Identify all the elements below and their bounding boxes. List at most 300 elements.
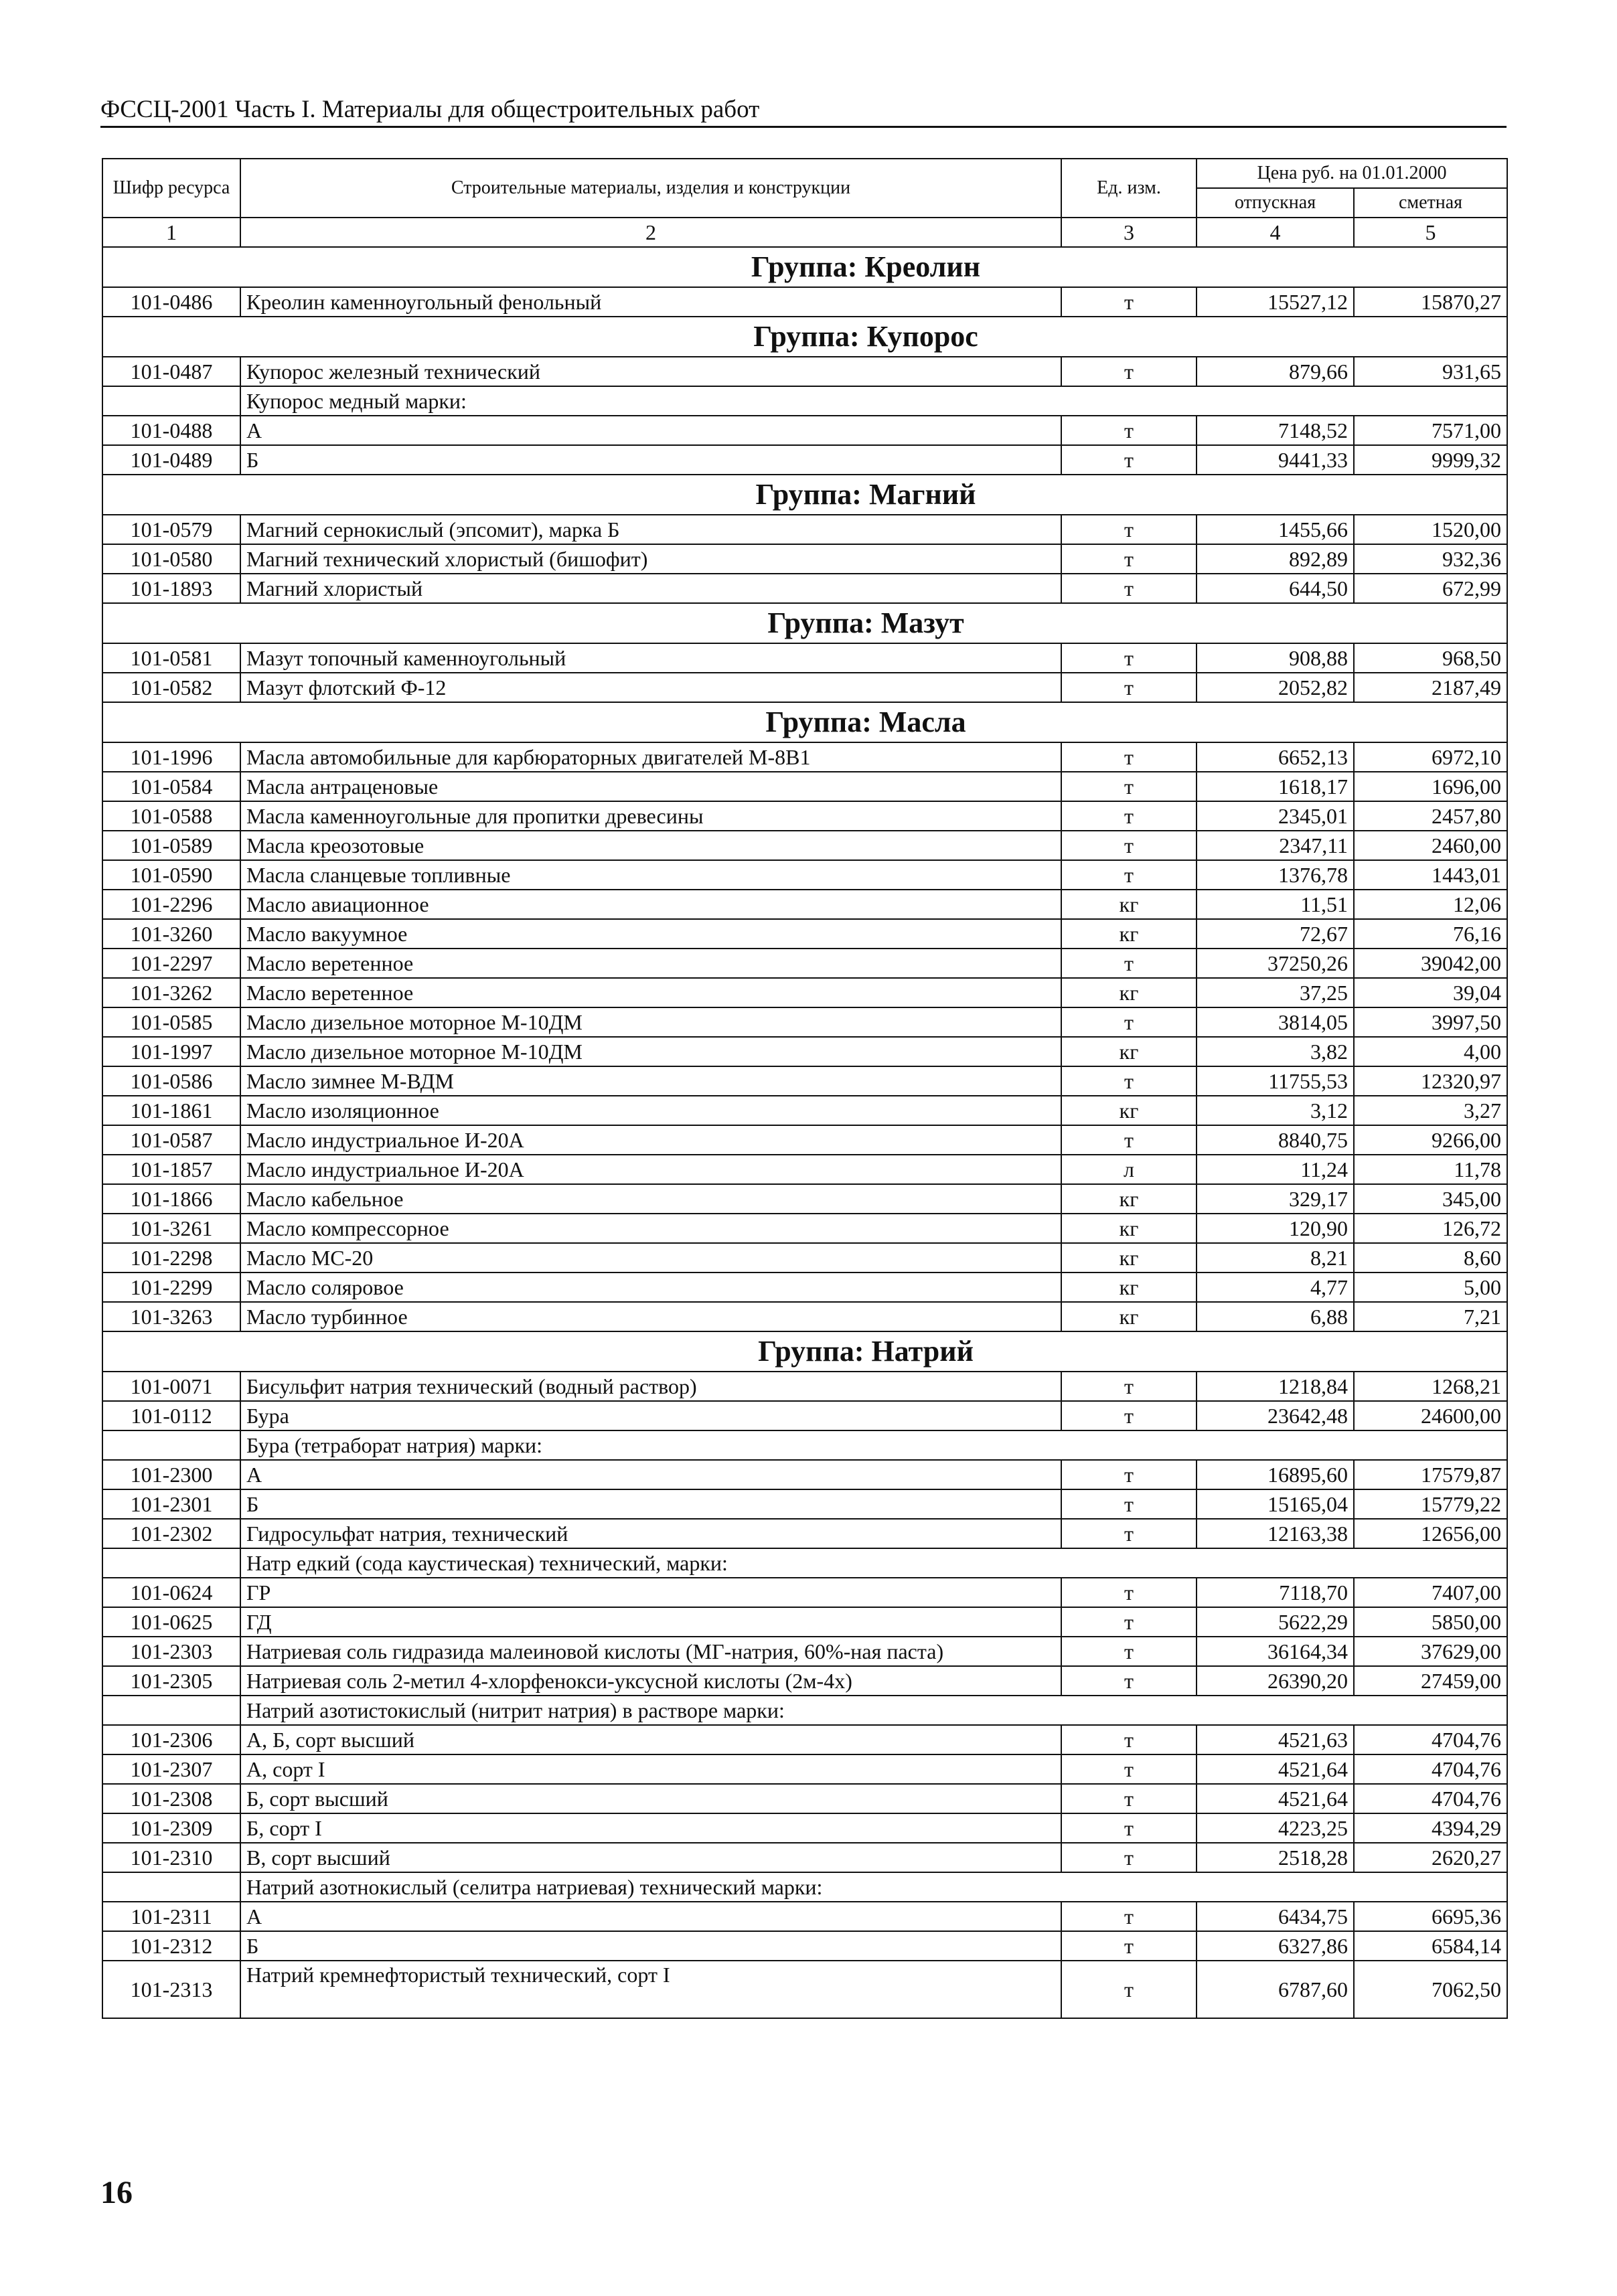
row-price-estimate: 6584,14 xyxy=(1354,1931,1507,1961)
table-row xyxy=(102,860,1507,890)
row-name: Масла сланцевые топливные xyxy=(240,860,1061,890)
table-row xyxy=(102,1578,1507,1607)
page-number: 16 xyxy=(100,2175,133,2210)
table-row xyxy=(102,1372,1507,1401)
row-price-release: 37250,26 xyxy=(1197,949,1354,978)
table-row xyxy=(102,1725,1507,1754)
row-unit: т xyxy=(1061,287,1197,317)
table-row xyxy=(102,1273,1507,1302)
row-price-release: 26390,20 xyxy=(1197,1666,1354,1696)
row-subheading: Натр едкий (сода каустическая) технический, марки: xyxy=(240,1548,1507,1578)
row-unit: т xyxy=(1061,1607,1197,1637)
column-number: 5 xyxy=(1354,218,1507,247)
row-price-estimate: 2620,27 xyxy=(1354,1843,1507,1872)
row-name: Масла автомобильные для карбюраторных двигателей М-8В1 xyxy=(240,742,1061,772)
row-name: Масло соляровое xyxy=(240,1273,1061,1302)
row-code: 101-2309 xyxy=(102,1813,240,1843)
row-unit: кг xyxy=(1061,1273,1197,1302)
row-code: 101-2300 xyxy=(102,1460,240,1489)
row-price-estimate: 76,16 xyxy=(1354,919,1507,949)
row-name: Натрий кремнефтористый технический, сорт I xyxy=(240,1961,1061,2018)
row-code: 101-0071 xyxy=(102,1372,240,1401)
row-price-estimate: 39042,00 xyxy=(1354,949,1507,978)
row-price-release: 1455,66 xyxy=(1197,515,1354,544)
row-name: Масло зимнее М-ВДМ xyxy=(240,1066,1061,1096)
table-row xyxy=(102,978,1507,1007)
row-price-release: 15165,04 xyxy=(1197,1489,1354,1519)
row-name: Масло вакуумное xyxy=(240,919,1061,949)
table-row xyxy=(102,544,1507,574)
table-row xyxy=(102,1214,1507,1243)
table-row xyxy=(102,1155,1507,1184)
group-heading-row xyxy=(102,317,1507,357)
table-row xyxy=(102,357,1507,386)
row-price-estimate: 8,60 xyxy=(1354,1243,1507,1273)
row-code: 101-0579 xyxy=(102,515,240,544)
table-row xyxy=(102,1302,1507,1331)
row-unit: т xyxy=(1061,1754,1197,1784)
column-number: 2 xyxy=(240,218,1061,247)
row-name: Б xyxy=(240,1489,1061,1519)
row-unit: т xyxy=(1061,357,1197,386)
row-price-release: 4,77 xyxy=(1197,1273,1354,1302)
row-code: 101-2297 xyxy=(102,949,240,978)
column-header-price-estimate: сметная xyxy=(1354,188,1507,218)
row-code: 101-0589 xyxy=(102,831,240,860)
row-price-release: 5622,29 xyxy=(1197,1607,1354,1637)
row-price-estimate: 5850,00 xyxy=(1354,1607,1507,1637)
row-price-release: 2345,01 xyxy=(1197,801,1354,831)
row-name: Бисульфит натрия технический (водный раствор) xyxy=(240,1372,1061,1401)
row-unit: т xyxy=(1061,1902,1197,1931)
group-heading: Группа: Натрий xyxy=(102,1331,1507,1372)
row-code: 101-2296 xyxy=(102,890,240,919)
row-name: Натриевая соль гидразида малеиновой кислоты (МГ-натрия, 60%-ная паста) xyxy=(240,1637,1061,1666)
row-price-estimate: 9266,00 xyxy=(1354,1125,1507,1155)
row-unit: т xyxy=(1061,1489,1197,1519)
table-row xyxy=(102,1519,1507,1548)
row-price-release: 4223,25 xyxy=(1197,1813,1354,1843)
row-price-estimate: 27459,00 xyxy=(1354,1666,1507,1696)
row-price-estimate: 7062,50 xyxy=(1354,1961,1507,2018)
column-number: 3 xyxy=(1061,218,1197,247)
row-price-estimate: 15870,27 xyxy=(1354,287,1507,317)
row-price-release: 6434,75 xyxy=(1197,1902,1354,1931)
page-header-title: ФССЦ-2001 Часть I. Материалы для общестроительных работ xyxy=(100,95,1507,128)
row-price-estimate: 39,04 xyxy=(1354,978,1507,1007)
row-price-estimate: 7,21 xyxy=(1354,1302,1507,1331)
row-unit: т xyxy=(1061,445,1197,475)
column-number: 4 xyxy=(1197,218,1354,247)
row-code: 101-0625 xyxy=(102,1607,240,1637)
row-price-release: 4521,63 xyxy=(1197,1725,1354,1754)
row-unit: т xyxy=(1061,574,1197,603)
row-price-release: 12163,38 xyxy=(1197,1519,1354,1548)
row-price-estimate: 15779,22 xyxy=(1354,1489,1507,1519)
row-price-estimate: 2460,00 xyxy=(1354,831,1507,860)
table-row xyxy=(102,831,1507,860)
table-row xyxy=(102,1961,1507,2018)
row-name: Масло дизельное моторное М-10ДМ xyxy=(240,1007,1061,1037)
row-unit: т xyxy=(1061,1666,1197,1696)
row-code: 101-0587 xyxy=(102,1125,240,1155)
table-row xyxy=(102,1037,1507,1066)
row-name: Купорос железный технический xyxy=(240,357,1061,386)
row-code: 101-0580 xyxy=(102,544,240,574)
group-heading-row xyxy=(102,702,1507,742)
row-name: А, сорт I xyxy=(240,1754,1061,1784)
row-code: 101-2313 xyxy=(102,1961,240,2018)
column-number: 1 xyxy=(102,218,240,247)
row-price-estimate: 1443,01 xyxy=(1354,860,1507,890)
row-unit: т xyxy=(1061,1125,1197,1155)
row-name: Мазут флотский Ф-12 xyxy=(240,673,1061,702)
row-code: 101-0486 xyxy=(102,287,240,317)
row-name: Бура xyxy=(240,1401,1061,1430)
row-price-estimate: 11,78 xyxy=(1354,1155,1507,1184)
table-row xyxy=(102,1401,1507,1430)
row-price-release: 3,82 xyxy=(1197,1037,1354,1066)
row-name: Масло турбинное xyxy=(240,1302,1061,1331)
table-row xyxy=(102,445,1507,475)
row-unit: т xyxy=(1061,949,1197,978)
row-code: 101-2308 xyxy=(102,1784,240,1813)
row-code: 101-0487 xyxy=(102,357,240,386)
row-code: 101-0584 xyxy=(102,772,240,801)
row-unit: т xyxy=(1061,1725,1197,1754)
row-price-release: 1218,84 xyxy=(1197,1372,1354,1401)
row-name: А xyxy=(240,1460,1061,1489)
row-price-release: 4521,64 xyxy=(1197,1754,1354,1784)
row-subheading: Бура (тетраборат натрия) марки: xyxy=(240,1430,1507,1460)
subheading-row xyxy=(102,1548,1507,1578)
row-price-release: 9441,33 xyxy=(1197,445,1354,475)
row-unit: т xyxy=(1061,860,1197,890)
row-name: Магний технический хлористый (бишофит) xyxy=(240,544,1061,574)
row-name: Натриевая соль 2-метил 4-хлорфенокси-уксусной кислоты (2м-4х) xyxy=(240,1666,1061,1696)
row-code: 101-0112 xyxy=(102,1401,240,1430)
row-code: 101-2303 xyxy=(102,1637,240,1666)
group-heading: Группа: Магний xyxy=(102,475,1507,515)
table-row xyxy=(102,416,1507,445)
row-code: 101-1997 xyxy=(102,1037,240,1066)
row-price-estimate: 968,50 xyxy=(1354,643,1507,673)
row-code: 101-2298 xyxy=(102,1243,240,1273)
subheading-row xyxy=(102,386,1507,416)
row-unit: т xyxy=(1061,1784,1197,1813)
table-row xyxy=(102,772,1507,801)
row-name: Гидросульфат натрия, технический xyxy=(240,1519,1061,1548)
row-name: ГР xyxy=(240,1578,1061,1607)
row-name: Масло индустриальное И-20А xyxy=(240,1155,1061,1184)
row-price-estimate: 1520,00 xyxy=(1354,515,1507,544)
row-unit: т xyxy=(1061,1637,1197,1666)
row-price-estimate: 3997,50 xyxy=(1354,1007,1507,1037)
row-name: Магний сернокислый (эпсомит), марка Б xyxy=(240,515,1061,544)
row-price-release: 1376,78 xyxy=(1197,860,1354,890)
group-heading-row xyxy=(102,603,1507,643)
row-unit: т xyxy=(1061,1578,1197,1607)
row-price-estimate: 345,00 xyxy=(1354,1184,1507,1214)
row-name: Б, сорт высший xyxy=(240,1784,1061,1813)
row-name: Масла антраценовые xyxy=(240,772,1061,801)
row-price-estimate: 932,36 xyxy=(1354,544,1507,574)
row-code xyxy=(102,1872,240,1902)
price-table-body xyxy=(102,247,1507,2018)
row-price-release: 6327,86 xyxy=(1197,1931,1354,1961)
row-unit: т xyxy=(1061,831,1197,860)
row-unit: кг xyxy=(1061,1037,1197,1066)
row-code: 101-1861 xyxy=(102,1096,240,1125)
table-row xyxy=(102,949,1507,978)
row-price-estimate: 1696,00 xyxy=(1354,772,1507,801)
row-price-estimate: 6972,10 xyxy=(1354,742,1507,772)
row-name: Масло МС-20 xyxy=(240,1243,1061,1273)
row-price-release: 37,25 xyxy=(1197,978,1354,1007)
table-row xyxy=(102,1489,1507,1519)
row-code: 101-0488 xyxy=(102,416,240,445)
row-code: 101-0624 xyxy=(102,1578,240,1607)
row-price-release: 3814,05 xyxy=(1197,1007,1354,1037)
row-price-release: 329,17 xyxy=(1197,1184,1354,1214)
table-row xyxy=(102,1843,1507,1872)
row-price-estimate: 37629,00 xyxy=(1354,1637,1507,1666)
row-name: Масло веретенное xyxy=(240,949,1061,978)
row-unit: кг xyxy=(1061,1184,1197,1214)
row-price-release: 8840,75 xyxy=(1197,1125,1354,1155)
row-unit: т xyxy=(1061,801,1197,831)
row-price-estimate: 5,00 xyxy=(1354,1273,1507,1302)
row-unit: т xyxy=(1061,673,1197,702)
table-row xyxy=(102,919,1507,949)
row-price-release: 72,67 xyxy=(1197,919,1354,949)
table-row xyxy=(102,742,1507,772)
row-price-release: 2052,82 xyxy=(1197,673,1354,702)
row-name: Масла каменноугольные для пропитки древесины xyxy=(240,801,1061,831)
row-unit: т xyxy=(1061,1843,1197,1872)
row-price-release: 7148,52 xyxy=(1197,416,1354,445)
row-price-release: 16895,60 xyxy=(1197,1460,1354,1489)
row-unit: кг xyxy=(1061,1214,1197,1243)
row-code: 101-0588 xyxy=(102,801,240,831)
row-unit: т xyxy=(1061,742,1197,772)
row-price-release: 892,89 xyxy=(1197,544,1354,574)
row-price-estimate: 9999,32 xyxy=(1354,445,1507,475)
row-unit: кг xyxy=(1061,1096,1197,1125)
row-code: 101-0489 xyxy=(102,445,240,475)
row-price-release: 120,90 xyxy=(1197,1214,1354,1243)
row-code: 101-2305 xyxy=(102,1666,240,1696)
row-code: 101-0585 xyxy=(102,1007,240,1037)
row-price-release: 15527,12 xyxy=(1197,287,1354,317)
table-row xyxy=(102,1096,1507,1125)
table-row xyxy=(102,574,1507,603)
row-unit: т xyxy=(1061,1961,1197,2018)
column-header-price-group: Цена руб. на 01.01.2000 xyxy=(1197,159,1507,188)
row-price-estimate: 4,00 xyxy=(1354,1037,1507,1066)
row-price-estimate: 17579,87 xyxy=(1354,1460,1507,1489)
row-name: Масло авиационное xyxy=(240,890,1061,919)
row-price-estimate: 7407,00 xyxy=(1354,1578,1507,1607)
row-price-release: 644,50 xyxy=(1197,574,1354,603)
row-price-release: 6,88 xyxy=(1197,1302,1354,1331)
row-subheading: Натрий азотистокислый (нитрит натрия) в растворе марки: xyxy=(240,1696,1507,1725)
table-row xyxy=(102,1784,1507,1813)
row-name: Креолин каменноугольный фенольный xyxy=(240,287,1061,317)
group-heading: Группа: Масла xyxy=(102,702,1507,742)
row-price-release: 11755,53 xyxy=(1197,1066,1354,1096)
row-code: 101-2301 xyxy=(102,1489,240,1519)
row-code xyxy=(102,1430,240,1460)
group-heading-row xyxy=(102,475,1507,515)
column-header-unit: Ед. изм. xyxy=(1061,159,1197,218)
row-name: Масла креозотовые xyxy=(240,831,1061,860)
row-code: 101-0586 xyxy=(102,1066,240,1096)
table-row xyxy=(102,673,1507,702)
row-price-estimate: 4704,76 xyxy=(1354,1784,1507,1813)
row-name: А xyxy=(240,416,1061,445)
subheading-row xyxy=(102,1872,1507,1902)
table-row xyxy=(102,287,1507,317)
table-row xyxy=(102,801,1507,831)
table-row xyxy=(102,1637,1507,1666)
row-price-release: 1618,17 xyxy=(1197,772,1354,801)
row-price-estimate: 672,99 xyxy=(1354,574,1507,603)
row-code: 101-3260 xyxy=(102,919,240,949)
row-unit: л xyxy=(1061,1155,1197,1184)
row-price-estimate: 12,06 xyxy=(1354,890,1507,919)
row-price-estimate: 1268,21 xyxy=(1354,1372,1507,1401)
row-unit: т xyxy=(1061,1007,1197,1037)
row-code: 101-3263 xyxy=(102,1302,240,1331)
row-price-estimate: 931,65 xyxy=(1354,357,1507,386)
row-name: В, сорт высший xyxy=(240,1843,1061,1872)
row-unit: т xyxy=(1061,544,1197,574)
column-header-code: Шифр ресурса xyxy=(102,159,240,218)
row-name: Мазут топочный каменноугольный xyxy=(240,643,1061,673)
table-row xyxy=(102,1460,1507,1489)
row-price-estimate: 4394,29 xyxy=(1354,1813,1507,1843)
row-code: 101-3261 xyxy=(102,1214,240,1243)
row-code: 101-0590 xyxy=(102,860,240,890)
price-table xyxy=(102,158,1508,2019)
row-price-estimate: 4704,76 xyxy=(1354,1754,1507,1784)
table-row xyxy=(102,515,1507,544)
row-code: 101-2307 xyxy=(102,1754,240,1784)
row-code: 101-0582 xyxy=(102,673,240,702)
table-row xyxy=(102,1066,1507,1096)
table-row xyxy=(102,1184,1507,1214)
row-unit: кг xyxy=(1061,890,1197,919)
row-unit: т xyxy=(1061,643,1197,673)
row-price-estimate: 12320,97 xyxy=(1354,1066,1507,1096)
row-price-release: 3,12 xyxy=(1197,1096,1354,1125)
row-price-release: 7118,70 xyxy=(1197,1578,1354,1607)
row-name: А, Б, сорт высший xyxy=(240,1725,1061,1754)
row-unit: т xyxy=(1061,1066,1197,1096)
table-row xyxy=(102,1931,1507,1961)
group-heading: Группа: Мазут xyxy=(102,603,1507,643)
row-unit: кг xyxy=(1061,978,1197,1007)
subheading-row xyxy=(102,1430,1507,1460)
row-code: 101-1866 xyxy=(102,1184,240,1214)
row-code: 101-1893 xyxy=(102,574,240,603)
table-row xyxy=(102,643,1507,673)
row-price-estimate: 24600,00 xyxy=(1354,1401,1507,1430)
row-name: А xyxy=(240,1902,1061,1931)
row-price-release: 11,51 xyxy=(1197,890,1354,919)
row-price-estimate: 4704,76 xyxy=(1354,1725,1507,1754)
row-price-release: 4521,64 xyxy=(1197,1784,1354,1813)
row-subheading: Купорос медный марки: xyxy=(240,386,1507,416)
row-code: 101-2306 xyxy=(102,1725,240,1754)
row-price-estimate: 7571,00 xyxy=(1354,416,1507,445)
column-header-name: Строительные материалы, изделия и конструкции xyxy=(240,159,1061,218)
table-row xyxy=(102,1813,1507,1843)
row-unit: т xyxy=(1061,1519,1197,1548)
row-unit: т xyxy=(1061,1931,1197,1961)
row-name: Б xyxy=(240,445,1061,475)
row-price-release: 6787,60 xyxy=(1197,1961,1354,2018)
table-row xyxy=(102,1666,1507,1696)
group-heading: Группа: Креолин xyxy=(102,247,1507,287)
row-price-release: 36164,34 xyxy=(1197,1637,1354,1666)
row-price-release: 2518,28 xyxy=(1197,1843,1354,1872)
row-unit: кг xyxy=(1061,919,1197,949)
row-price-release: 2347,11 xyxy=(1197,831,1354,860)
row-name: Масло дизельное моторное М-10ДМ xyxy=(240,1037,1061,1066)
row-name: Б, сорт I xyxy=(240,1813,1061,1843)
row-name: Масло веретенное xyxy=(240,978,1061,1007)
table-row xyxy=(102,1125,1507,1155)
row-unit: т xyxy=(1061,1401,1197,1430)
row-unit: т xyxy=(1061,1460,1197,1489)
table-row xyxy=(102,1607,1507,1637)
row-price-release: 908,88 xyxy=(1197,643,1354,673)
row-code: 101-0581 xyxy=(102,643,240,673)
row-name: Масло компрессорное xyxy=(240,1214,1061,1243)
row-unit: т xyxy=(1061,1372,1197,1401)
row-price-release: 6652,13 xyxy=(1197,742,1354,772)
row-name: Магний хлористый xyxy=(240,574,1061,603)
group-heading-row xyxy=(102,1331,1507,1372)
row-name: Масло изоляционное xyxy=(240,1096,1061,1125)
row-price-release: 879,66 xyxy=(1197,357,1354,386)
row-unit: т xyxy=(1061,416,1197,445)
row-unit: кг xyxy=(1061,1302,1197,1331)
table-row xyxy=(102,1243,1507,1273)
row-price-estimate: 12656,00 xyxy=(1354,1519,1507,1548)
row-price-estimate: 126,72 xyxy=(1354,1214,1507,1243)
row-price-release: 8,21 xyxy=(1197,1243,1354,1273)
row-subheading: Натрий азотнокислый (селитра натриевая) технический марки: xyxy=(240,1872,1507,1902)
group-heading-row xyxy=(102,247,1507,287)
row-code xyxy=(102,386,240,416)
group-heading: Группа: Купорос xyxy=(102,317,1507,357)
row-code: 101-2312 xyxy=(102,1931,240,1961)
table-row xyxy=(102,1902,1507,1931)
row-code: 101-2311 xyxy=(102,1902,240,1931)
row-unit: т xyxy=(1061,772,1197,801)
row-price-release: 23642,48 xyxy=(1197,1401,1354,1430)
row-name: Б xyxy=(240,1931,1061,1961)
row-price-estimate: 2457,80 xyxy=(1354,801,1507,831)
row-unit: т xyxy=(1061,1813,1197,1843)
row-code: 101-1857 xyxy=(102,1155,240,1184)
row-unit: т xyxy=(1061,515,1197,544)
row-code: 101-2299 xyxy=(102,1273,240,1302)
row-code: 101-3262 xyxy=(102,978,240,1007)
